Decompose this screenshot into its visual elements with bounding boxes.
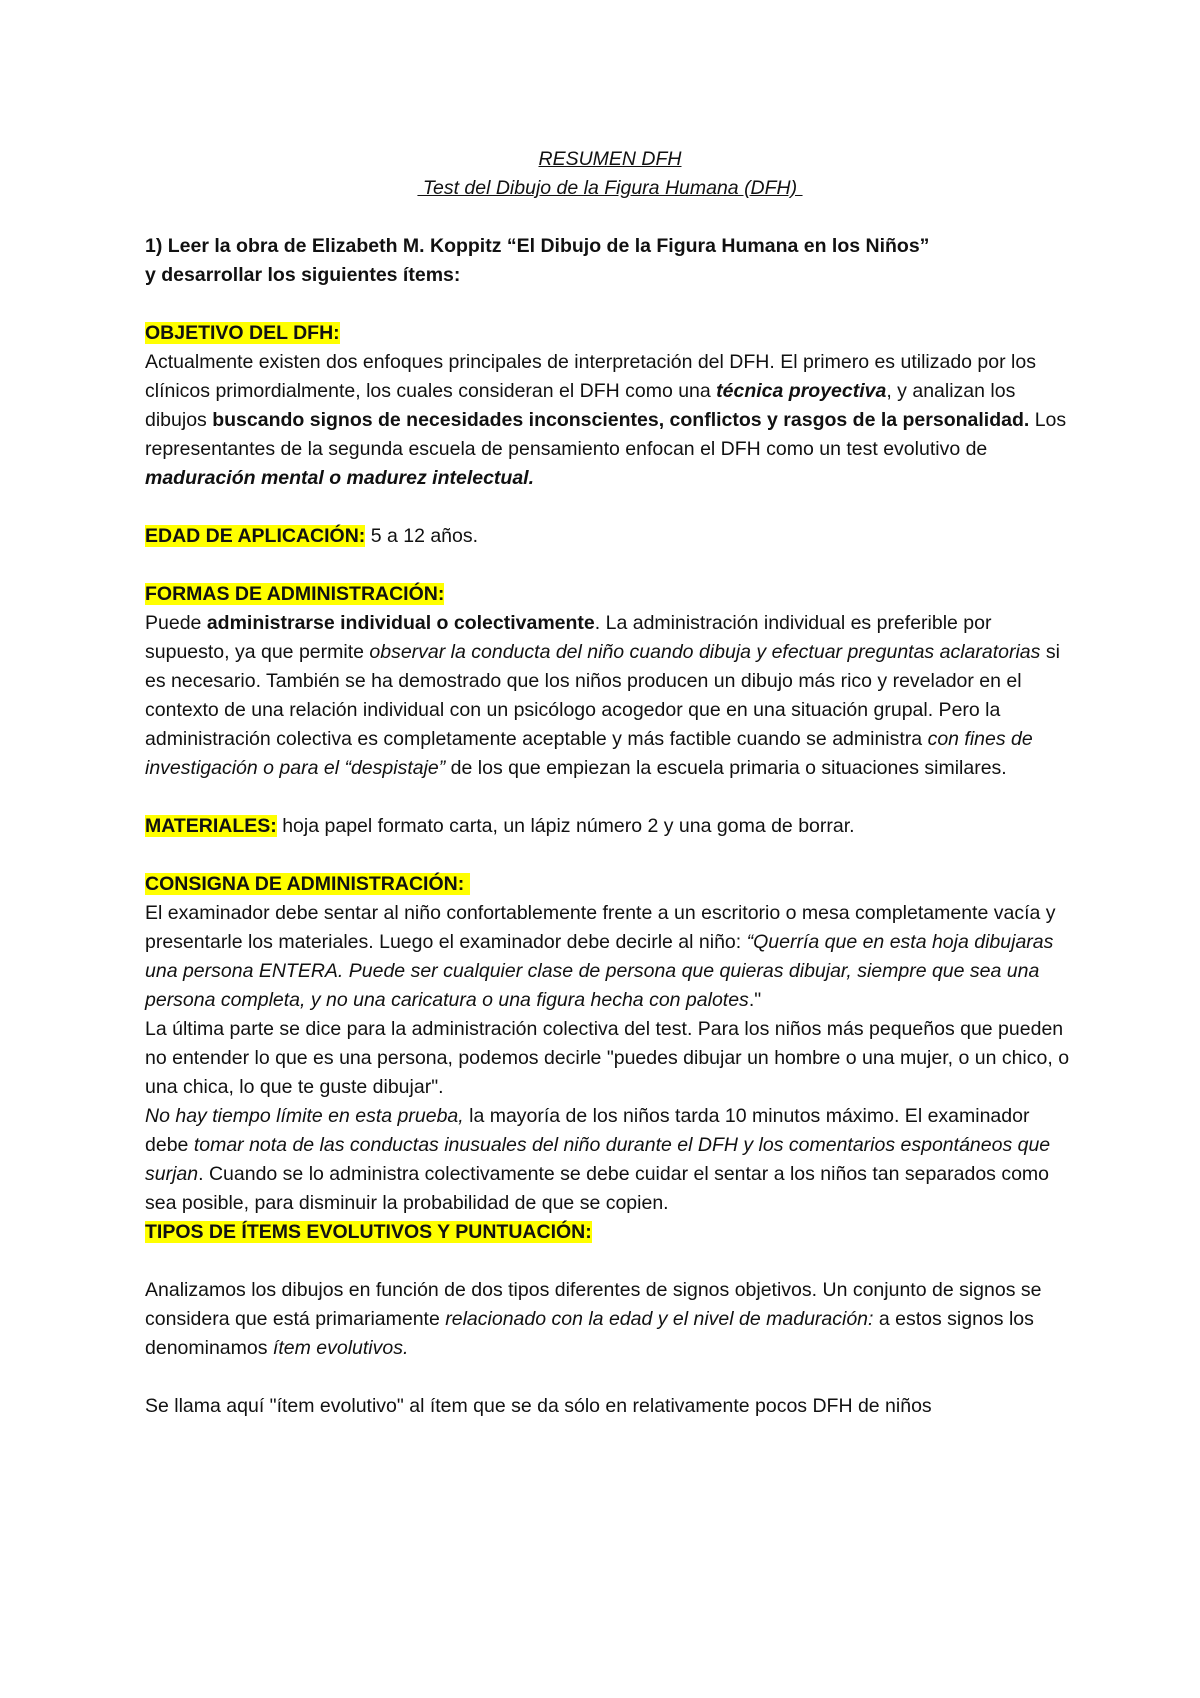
section-objetivo [145, 319, 1075, 493]
formas-italic-2: con fines de investigación o para el “despistaje” [145, 728, 1033, 779]
heading-formas: FORMAS DE ADMINISTRACIÓN: [145, 583, 445, 605]
formas-text-1: Puede [145, 612, 207, 634]
consigna-italic-2: No hay tiempo límite en esta prueba, [145, 1105, 464, 1127]
consigna-paragraph-3 [145, 1102, 1075, 1218]
section-formas [145, 580, 1075, 783]
tipos-text-1: Analizamos los dibujos en función de dos tipos diferentes de signos objetivos. Un conjunto de signos se considera que está primariamente [145, 1279, 1042, 1330]
consigna-text-3: la mayoría de los niños tarda 10 minutos máximo. El examinador debe [145, 1105, 1030, 1156]
objetivo-text-3: Los representantes de la segunda escuela de pensamiento enfocan el DFH como un test evolutivo de [145, 409, 1067, 460]
materiales-text: hoja papel formato carta, un lápiz número 2 y una goma de borrar. [276, 815, 855, 837]
consigna-italic-1: “Querría que en esta hoja dibujaras una persona ENTERA. Puede ser cualquier clase de persona que quieras dibujar, siempre que sea una persona completa, y no una caricatura o una figura hecha con palotes [145, 931, 1054, 1011]
consigna-text-1: El examinador debe sentar al niño confortablemente frente a un escritorio o mesa completamente vacía y presentarle los materiales. Luego el examinador debe decirle al niño: [145, 902, 1056, 953]
question-1 [145, 232, 1075, 290]
formas-text-4: de los que empiezan la escuela primaria o situaciones similares. [445, 757, 1007, 779]
section-tipos [145, 1218, 1075, 1421]
objetivo-bold-2: buscando signos de necesidades inconscientes, conflictos y rasgos de la personalidad. [212, 409, 1030, 431]
heading-objetivo: OBJETIVO DEL DFH: [145, 322, 340, 344]
tipos-paragraph-2: Se llama aquí "ítem evolutivo" al ítem que se da sólo en relativamente pocos DFH de niños [145, 1395, 932, 1417]
section-consigna [145, 870, 1075, 1218]
document-subtitle: Test del Dibujo de la Figura Humana (DFH) [417, 177, 803, 199]
tipos-paragraph-1 [145, 1276, 1075, 1363]
formas-text-3: si es necesario. También se ha demostrado que los niños producen un dibujo más rico y revelador en el contexto de una relación individual con un psicólogo acogedor que en una situación grupal. Pero la administración colectiva es completamente aceptable y más factible cuando se administra [145, 641, 1060, 750]
objetivo-bold-1: técnica proyectiva [716, 380, 887, 402]
document-title: RESUMEN DFH [538, 148, 682, 170]
tipos-text-2: a estos signos los denominamos [145, 1308, 1034, 1359]
formas-bold-1: administrarse individual o colectivamente [206, 612, 595, 634]
tipos-italic-2: ítem evolutivos. [272, 1337, 409, 1359]
consigna-paragraph-2: La última parte se dice para la administración colectiva del test. Para los niños más pequeños que pueden no entender lo que es una persona, podemos decirle "puedes dibujar un hombre o una mujer, o un chico, o una chica, lo que te guste dibujar". [145, 1018, 1070, 1098]
edad-text: 5 a 12 años. [365, 525, 479, 547]
heading-consigna: CONSIGNA DE ADMINISTRACIÓN: [145, 873, 470, 895]
formas-italic-1: observar la conducta del niño cuando dibuja y efectuar preguntas aclaratorias [369, 641, 1041, 663]
formas-paragraph [145, 609, 1075, 783]
consigna-text-4: . Cuando se lo administra colectivamente se debe cuidar el sentar a los niños tan separados como sea posible, para disminuir la probabilidad de que se copien. [145, 1163, 1050, 1214]
heading-tipos: TIPOS DE ÍTEMS EVOLUTIVOS Y PUNTUACIÓN: [145, 1221, 592, 1243]
section-edad [145, 522, 1075, 551]
consigna-text-2: ." [748, 989, 762, 1011]
objetivo-paragraph [145, 348, 1075, 493]
objetivo-text-1: Actualmente existen dos enfoques principales de interpretación del DFH. El primero es utilizado por los clínicos primordialmente, los cuales consideran el DFH como una [145, 351, 1036, 402]
question-line-2: y desarrollar los siguientes ítems: [145, 264, 461, 286]
tipos-italic-1: relacionado con la edad y el nivel de maduración: [445, 1308, 874, 1330]
consigna-italic-3: tomar nota de las conductas inusuales del niño durante el DFH y los comentarios espontáneos que surjan [145, 1134, 1051, 1185]
heading-edad: EDAD DE APLICACIÓN: [145, 525, 366, 547]
objetivo-text-2: , y analizan los dibujos [145, 380, 1016, 431]
heading-materiales: MATERIALES: [145, 815, 277, 837]
section-materiales [145, 812, 1075, 841]
document-page [145, 145, 1075, 1421]
objetivo-bold-3: maduración mental o madurez intelectual. [145, 467, 535, 489]
question-line-1: 1) Leer la obra de Elizabeth M. Koppitz “El Dibujo de la Figura Humana en los Niños” [145, 235, 930, 257]
formas-text-2: . La administración individual es preferible por supuesto, ya que permite [145, 612, 992, 663]
consigna-paragraph-1 [145, 899, 1075, 1015]
